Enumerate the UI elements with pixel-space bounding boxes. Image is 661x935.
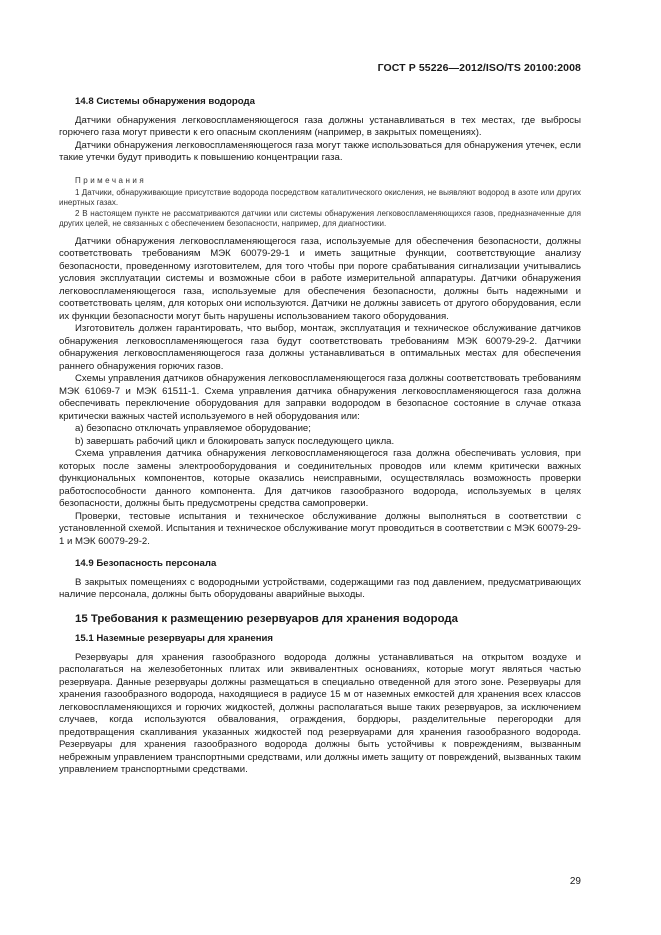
list-item-a: a) безопасно отключать управляемое оборудование; bbox=[75, 423, 311, 435]
note-1: 1 Датчики, обнаруживающие присутствие водорода посредством каталитического окисления, не выявляют водород в азоте или других инертных газах. bbox=[59, 188, 581, 208]
section-15-title: 15 Требования к размещению резервуаров для хранения водорода bbox=[75, 612, 458, 625]
paragraph: В закрытых помещениях с водородными устройствами, содержащими газ под давлением, предусматривающих наличие персонала, должны быть оборудованы аварийные выходы. bbox=[59, 576, 581, 601]
list-item-b: b) завершать рабочий цикл и блокировать запуск последующего цикла. bbox=[75, 435, 395, 447]
section-15-1-title: 15.1 Наземные резервуары для хранения bbox=[75, 633, 274, 645]
paragraph: Датчики обнаружения легковоспламеняющегося газа могут также использоваться для обнаружения утечек, если такие утечки будут приводить к повышению концентрации газа. bbox=[59, 139, 581, 163]
paragraph: Изготовитель должен гарантировать, что выбор, монтаж, эксплуатация и техническое обслуживание датчиков обнаружения легковоспламеняющегося газа будут соответствовать требованиям МЭК 60079-29-2. Датчики обнаружения легковоспламеняющегося газа должны устанавливаться в оптимальных местах для обеспечения раннего обнаружения горючих газов. bbox=[59, 323, 581, 372]
note-2: 2 В настоящем пункте не рассматриваются датчики или системы обнаружения легковоспламеняющихся газов, предназначенные для других целей, не связанных с обеспечением безопасности, например, для диагностики. bbox=[59, 208, 581, 229]
notes-title: Примечания bbox=[75, 175, 147, 185]
paragraph: Схемы управления датчиков обнаружения легковоспламеняющегося газа должны соответствовать требованиям МЭК 61069-7 и МЭК 61511-1. Схема управления датчика обнаружения легковоспламеняющегося газа должна обеспечивать переключение оборудования для заправки водородом в безопасное состояние в случае отказа критически важных частей используемого в ней оборудования или: bbox=[59, 373, 581, 422]
paragraph: Датчики обнаружения легковоспламеняющегося газа должны устанавливаться в тех местах, где выбросы горючего газа могут привести к его опасным скоплениям (например, в закрытых помещениях). bbox=[59, 114, 581, 138]
paragraph: Резервуары для хранения газообразного водорода должны устанавливаться на открытом воздухе и располагаться на железобетонных плитах или эквивалентных основаниях, которые могут являться частью резервуара. Данные резервуары должны размещаться в специально отведенной для этого зоне. Резервуары для хранения газообразного водорода, находящиеся в радиусе 15 м от наземных емкостей для хранения всех классов легковоспламеняющихся и горючих жидкостей, должны располагаться выше таких резервуаров, за исключением случаев, когда используются обвалования, ограждения, бордюры, разделительные перегородки для предотвращения скапливания указанных жидкостей под резервуарами для хранения газообразного водорода. Резервуары для хранения газообразного водорода должны быть устойчивы к повреждениям, вызванным небрежным управлением транспортными средствами, или должны иметь защиту от повреждений, вызванных таким управлением транспортными средствами. bbox=[59, 651, 581, 776]
page-content bbox=[59, 96, 581, 777]
section-14-9-title: 14.9 Безопасность персонала bbox=[75, 558, 217, 570]
paragraph: Схема управления датчика обнаружения легковоспламеняющегося газа должна обеспечивать условия, при которых после замены электрооборудования и соединительных проводов или клемм критически важных функциональных компонентов, которые оказались неисправными, осуществлялась возможность проверки работоспособности данного компонента. Для датчиков газообразного водорода, используемых в целях безопасности, должны быть предусмотрены средства самопроверки. bbox=[59, 448, 581, 510]
page-number: 29 bbox=[569, 876, 581, 887]
section-14-8-title: 14.8 Системы обнаружения водорода bbox=[75, 96, 255, 107]
paragraph: Проверки, тестовые испытания и техническое обслуживание должны выполняться в соответствии с установленной схемой. Испытания и техническое обслуживание могут проводиться в соответствии с МЭК 60079-29-1 и МЭК 60079-29-2. bbox=[59, 510, 581, 547]
paragraph: Датчики обнаружения легковоспламеняющегося газа, используемые для обеспечения безопасности, должны соответствовать требованиям МЭК 60079-29-1 и иметь защитные функции, соответствующие анализу безопасности, проведенному изготовителем, для того чтобы при пороге срабатывания сигнализации учитывались условия эксплуатации системы и возможные сбои в работе измерительной аппаратуры. Датчики обнаружения легковоспламеняющегося газа, используемые для обеспечения безопасности, должны быть надежными и соответствовать целям, для которых они используются. Датчики не должны зависеть от другого оборудования, если их функции безопасности могут быть нарушены использованием такого оборудования. bbox=[59, 235, 581, 322]
standard-code-header: ГОСТ Р 55226—2012/ISO/TS 20100:2008 bbox=[377, 62, 581, 74]
